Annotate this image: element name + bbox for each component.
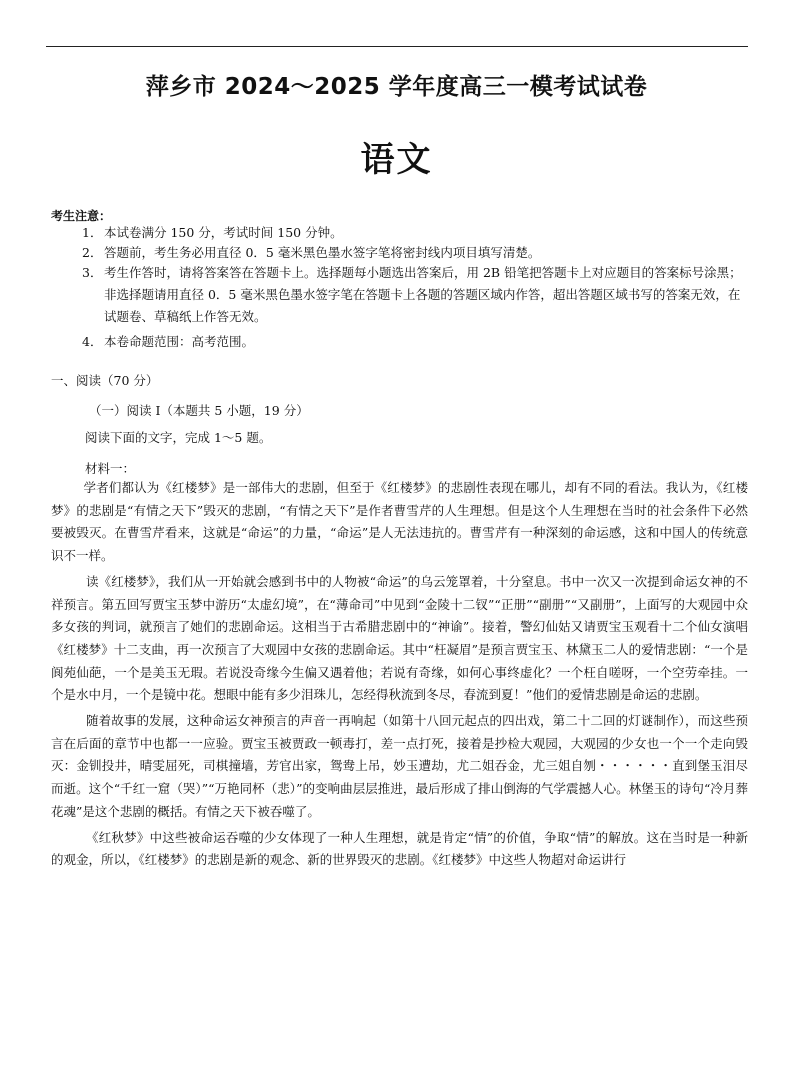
- material-body: [51, 477, 748, 872]
- subject-title: 语文: [360, 140, 433, 180]
- exam-title: 萍乡市 2024～2025 学年度高三一模考试试卷: [145, 74, 648, 100]
- notice-item-2: [82, 242, 748, 264]
- paragraph-1: 学者们都认为《红楼梦》是一部伟大的悲剧，但至于《红楼梦》的悲剧性表现在哪儿，却有不同的看法。我认为，《红楼梦》的悲剧是“有情之天下”毁灭的悲剧，“有情之天下”是作者曹雪芹的人生理想。但是这个人生理想在当时的社会条件下必然要被毁灭。在曹雪芹看来，这就是“命运”的力量，“命运”是人无法违抗的。曹雪芹有一种深刻的命运感，这和中国人的传统意识不一样。: [51, 480, 748, 564]
- section-subtitle: （一）阅读 I（本题共 5 小题，19 分）: [89, 403, 309, 418]
- notice-item-1: [82, 222, 748, 244]
- notice-item-4: [82, 331, 748, 353]
- top-rule: [46, 46, 748, 47]
- notice-item-number: 1．: [82, 225, 103, 240]
- paragraph-3: 随着故事的发展，这种命运女神预言的声音一再响起（如第十八回元起点的四出戏，第二十二回的灯谜制作），而这些预言在后面的章节中也都一一应验。贾宝玉被贾政一顿毒打，差一点打死，接着是抄检大观园，大观园的少女也一个一个走向毁灭：金钏投井，晴雯屈死，司棋撞墙，芳官出家，鸳鸯上吊，妙玉遭劫，尤二姐吞金，尤三姐自刎・・・・・・直到堡玉泪尽而逝。这个“千红一窟（哭）”“万艳同杯（悲）”的变响曲层层推进，最后形成了排山倒海的气学震撼人心。林堡玉的诗句“冷月葬花魂”是这个悲剧的概括。有情之天下被吞噬了。: [51, 713, 748, 819]
- notice-item-number: 4．: [82, 334, 103, 349]
- notice-item-number: 2．: [82, 245, 103, 260]
- paragraph-4: 《红秋梦》中这些被命运吞噬的少女体现了一种人生理想，就是肯定“情”的价值，争取“情”的解放。这在当时是一种新的观金，所以，《红楼梦》的悲剧是新的观念、新的世界毁灭的悲剧。《红楼梦》中这些人物超对命运讲行: [51, 829, 748, 868]
- material-label: 材料一：: [85, 461, 136, 476]
- paragraph-2: 读《红楼梦》，我们从一开始就会感到书中的人物被“命运”的乌云笼罩着，十分窒息。书中一次又一次提到命运女神的不祥预言。第五回写贾宝玉梦中游历“太虚幻境”，在“薄命司”中见到“金陵十二钗”“正册”“副册”“又副册”，上面写的大观园中众多女孩的判词，就预言了她们的悲剧命运。这相当于古希腊悲剧中的“神谕”。接着，警幻仙姑又请贾宝玉观看十二个仙女演唱《红楼梦》十二支曲，再一次预言了大观园中女孩的悲剧命运。其中“枉凝眉”是预言贾宝玉、林黛玉二人的爱情悲剧：“一个是阆苑仙葩，一个是美玉无瑕。若说没奇缘今生偏又遇着他；若说有奇缘，如何心事终虚化？一个枉自嗟呀，一个空劳牵挂。一个是水中月，一个是镜中花。想眼中能有多少泪珠儿，怎经得秋流到冬尽，春流到夏！”他们的爱情悲剧是命运的悲剧。: [51, 573, 748, 703]
- notice-item-text: 本试卷满分 150 分，考试时间 150 分钟。: [104, 225, 343, 240]
- notice-item-number: 3．: [82, 265, 103, 280]
- notice-item-text: 考生作答时，请将答案答在答题卡上。选择题每小题选出答案后，用 2B 铅笔把答题卡上对应题目的答案标号涂黑；非选择题请用直径 0．5 毫米黑色墨水签字笔在答题卡上各题的答题区域内作答，超出答题区域书写的答案无效，在试题卷、草稿纸上作答无效。: [104, 265, 742, 324]
- notice-item-text: 本卷命题范围：高考范围。: [104, 334, 255, 349]
- notice-item-3: [82, 262, 748, 328]
- notice-heading: 考生注意：: [51, 209, 112, 223]
- section-instruction: 阅读下面的文字，完成 1～5 题。: [85, 430, 272, 445]
- notice-item-text: 答题前，考生务必用直径 0．5 毫米黑色墨水签字笔将密封线内项目填写清楚。: [104, 245, 541, 260]
- section-title: 一、阅读（70 分）: [51, 373, 159, 388]
